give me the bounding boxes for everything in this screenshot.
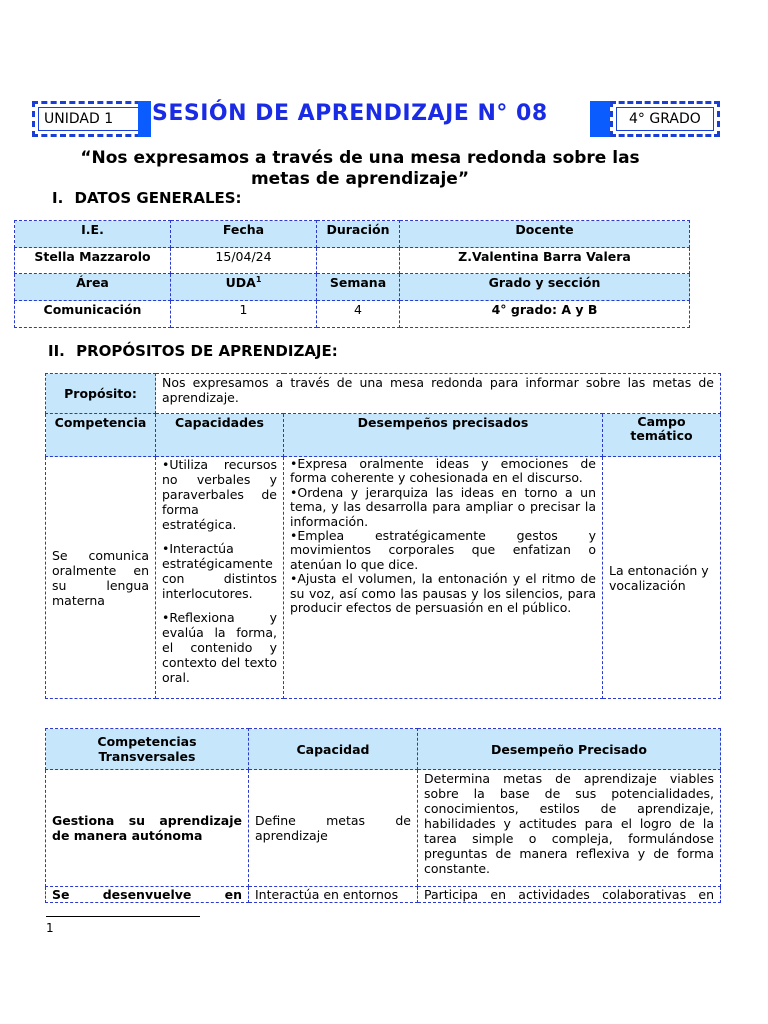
section-2-number: II. [48, 342, 65, 360]
transversal-capacidad-1: Define metas de aprendizaje [249, 770, 418, 887]
capacidad-item: •Reflexiona y evalúa la forma, el contenido y contexto del texto oral. [162, 610, 277, 685]
header-competencias-transversales: Competencias Transversales [46, 729, 249, 770]
footnote-number: 1 [46, 921, 54, 935]
unit-label: UNIDAD 1 [44, 111, 114, 127]
header-ie: I.E. [15, 221, 171, 248]
transversal-desempeno-1: Determina metas de aprendizaje viables sobre la base de sus potencialidades, conocimientos, estilos de aprendizaje, habilidades y actitudes para el logro de la tarea simple o compleja, formulándose preguntas de manera reflexiva y de forma constante. [418, 770, 721, 887]
section-1-number: I. [52, 189, 64, 207]
section-1-heading [52, 189, 242, 207]
session-title-line2: metas de aprendizaje” [250, 169, 470, 189]
footnote-separator [46, 916, 200, 917]
area-value: Comunicación [15, 301, 171, 328]
desempeno-item: •Expresa oralmente ideas y emociones de forma coherente y cohesionada en el discurso. [290, 456, 596, 486]
grade-box-accent [590, 101, 612, 137]
header-desempeno-precisado: Desempeño Precisado [418, 729, 721, 770]
session-title-line1: “Nos expresamos a través de una mesa redonda sobre las [80, 148, 640, 168]
competencia-value: Se comunica oralmente en su lengua materna [46, 457, 156, 699]
datos-generales-table [14, 220, 690, 328]
capacidades-list [156, 457, 284, 699]
campo-tematico-value: La entonación y vocalización [603, 457, 721, 699]
desempeno-item: •Ajusta el volumen, la entonación y el ritmo de su voz, así como las pausas y los silencios, para producir efectos de persuasión en el público. [290, 571, 596, 616]
header-uda [171, 274, 317, 301]
uda-value: 1 [171, 301, 317, 328]
transversal-competencia-2-text: Se desenvuelve en [52, 887, 242, 902]
transversal-competencia-2 [46, 887, 249, 903]
session-title [40, 148, 680, 190]
proposito-value: Nos expresamos a través de una mesa redonda para informar sobre las metas de aprendizaje. [156, 374, 721, 414]
transversales-table [45, 728, 721, 903]
header-semana: Semana [317, 274, 400, 301]
header-duracion: Duración [317, 221, 400, 248]
propositos-table [45, 373, 721, 699]
duracion-value [317, 248, 400, 274]
capacidad-item: •Utiliza recursos no verbales y paraverbales de forma estratégica. [162, 457, 277, 532]
desempeno-item: •Emplea estratégicamente gestos y movimientos corporales que enfatizan o atenúan lo que dice. [290, 528, 596, 572]
header-campo-tematico: Campo temático [603, 414, 721, 457]
desempeno-item: •Ordena y jerarquiza las ideas en torno a un tema, y las desarrolla para ampliar o precisar la información. [290, 484, 596, 529]
transversal-competencia-1: Gestiona su aprendizaje de manera autónoma [46, 770, 249, 887]
transversal-capacidad-2: Interactúa en entornos [249, 887, 418, 903]
fecha-value: 15/04/24 [171, 248, 317, 274]
semana-value: 4 [317, 301, 400, 328]
ie-value: Stella Mazzarolo [15, 248, 171, 274]
grade-label: 4° GRADO [629, 111, 701, 127]
capacidad-item: •Interactúa estratégicamente con distintos interlocutores. [162, 541, 277, 601]
page-title: SESIÓN DE APRENDIZAJE N° 08 [152, 101, 548, 126]
header-capacidad: Capacidad [249, 729, 418, 770]
section-2-heading [48, 342, 338, 360]
grade-box [610, 101, 720, 137]
header-docente: Docente [400, 221, 690, 248]
unit-box [32, 101, 150, 137]
unit-box-accent [138, 101, 151, 137]
grado-value: 4° grado: A y B [400, 301, 690, 328]
header-fecha: Fecha [171, 221, 317, 248]
docente-value: Z.Valentina Barra Valera [400, 248, 690, 274]
header-proposito: Propósito: [46, 374, 156, 414]
header-uda-label: UDA [225, 275, 256, 291]
section-1-title: DATOS GENERALES: [74, 189, 242, 207]
footnote-ref: 1 [255, 275, 262, 284]
transversal-desempeno-2: Participa en actividades colaborativas en [418, 887, 721, 903]
header-competencia: Competencia [46, 414, 156, 457]
header-desempenos: Desempeños precisados [284, 414, 603, 457]
header-capacidades: Capacidades [156, 414, 284, 457]
header-grado: Grado y sección [400, 274, 690, 301]
desempenos-list [284, 457, 603, 699]
section-2-title: PROPÓSITOS DE APRENDIZAJE: [76, 342, 338, 360]
header-area: Área [15, 274, 171, 301]
